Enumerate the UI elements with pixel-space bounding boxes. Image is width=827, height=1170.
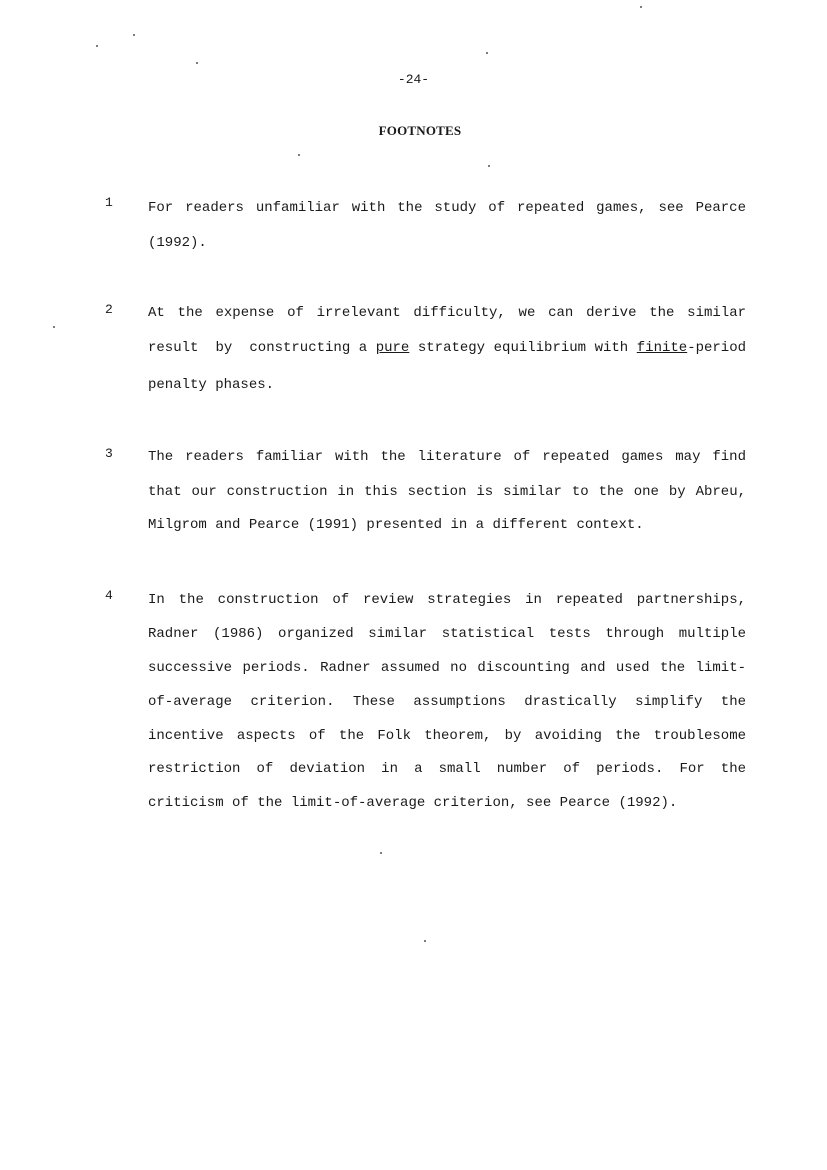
footnote-line: At the expense of irrelevant difficulty, we can derive the similar — [148, 305, 746, 321]
scan-speck — [298, 154, 300, 156]
scan-speck — [486, 52, 488, 54]
footnote-line: In the construction of review strategies in repeated partnerships, — [148, 592, 746, 608]
scan-speck — [96, 45, 98, 47]
footnote-number: 3 — [105, 446, 113, 461]
footnote-text-segment: result by constructing a — [148, 340, 376, 356]
footnote-line: For readers unfamiliar with the study of repeated games, see Pearce — [148, 200, 746, 216]
footnote-number: 2 — [105, 302, 113, 317]
footnote-line: penalty phases. — [148, 377, 275, 393]
footnote-line — [148, 340, 746, 356]
scan-speck — [380, 852, 382, 854]
scan-speck — [53, 326, 55, 328]
emphasis-finite: finite — [636, 340, 688, 356]
footnote-number: 4 — [105, 588, 113, 603]
footnote-line: of-average criterion. These assumptions drastically simplify the — [148, 694, 746, 710]
page-number: -24- — [397, 72, 430, 87]
scan-speck — [133, 34, 135, 36]
footnote-text-segment: -period — [687, 340, 746, 356]
footnote-text-segment: strategy equilibrium with — [409, 340, 637, 356]
scan-speck — [424, 940, 426, 942]
scan-speck — [640, 6, 642, 8]
footnote-line: successive periods. Radner assumed no discounting and used the limit- — [148, 660, 746, 676]
footnote-line: restriction of deviation in a small number of periods. For the — [148, 761, 746, 777]
footnote-line: Radner (1986) organized similar statistical tests through multiple — [148, 626, 746, 642]
footnote-line: Milgrom and Pearce (1991) presented in a different context. — [148, 517, 644, 533]
footnote-line: incentive aspects of the Folk theorem, by avoiding the troublesome — [148, 728, 746, 744]
emphasis-pure: pure — [375, 340, 410, 356]
scan-speck — [196, 62, 198, 64]
footnote-line: The readers familiar with the literature of repeated games may find — [148, 449, 746, 465]
footnote-line: that our construction in this section is similar to the one by Abreu, — [148, 484, 746, 500]
scan-speck — [488, 165, 490, 167]
footnote-number: 1 — [105, 195, 113, 210]
footnotes-heading: FOOTNOTES — [378, 123, 462, 138]
footnote-line: (1992). — [148, 235, 207, 251]
footnote-line: criticism of the limit-of-average criterion, see Pearce (1992). — [148, 795, 678, 811]
